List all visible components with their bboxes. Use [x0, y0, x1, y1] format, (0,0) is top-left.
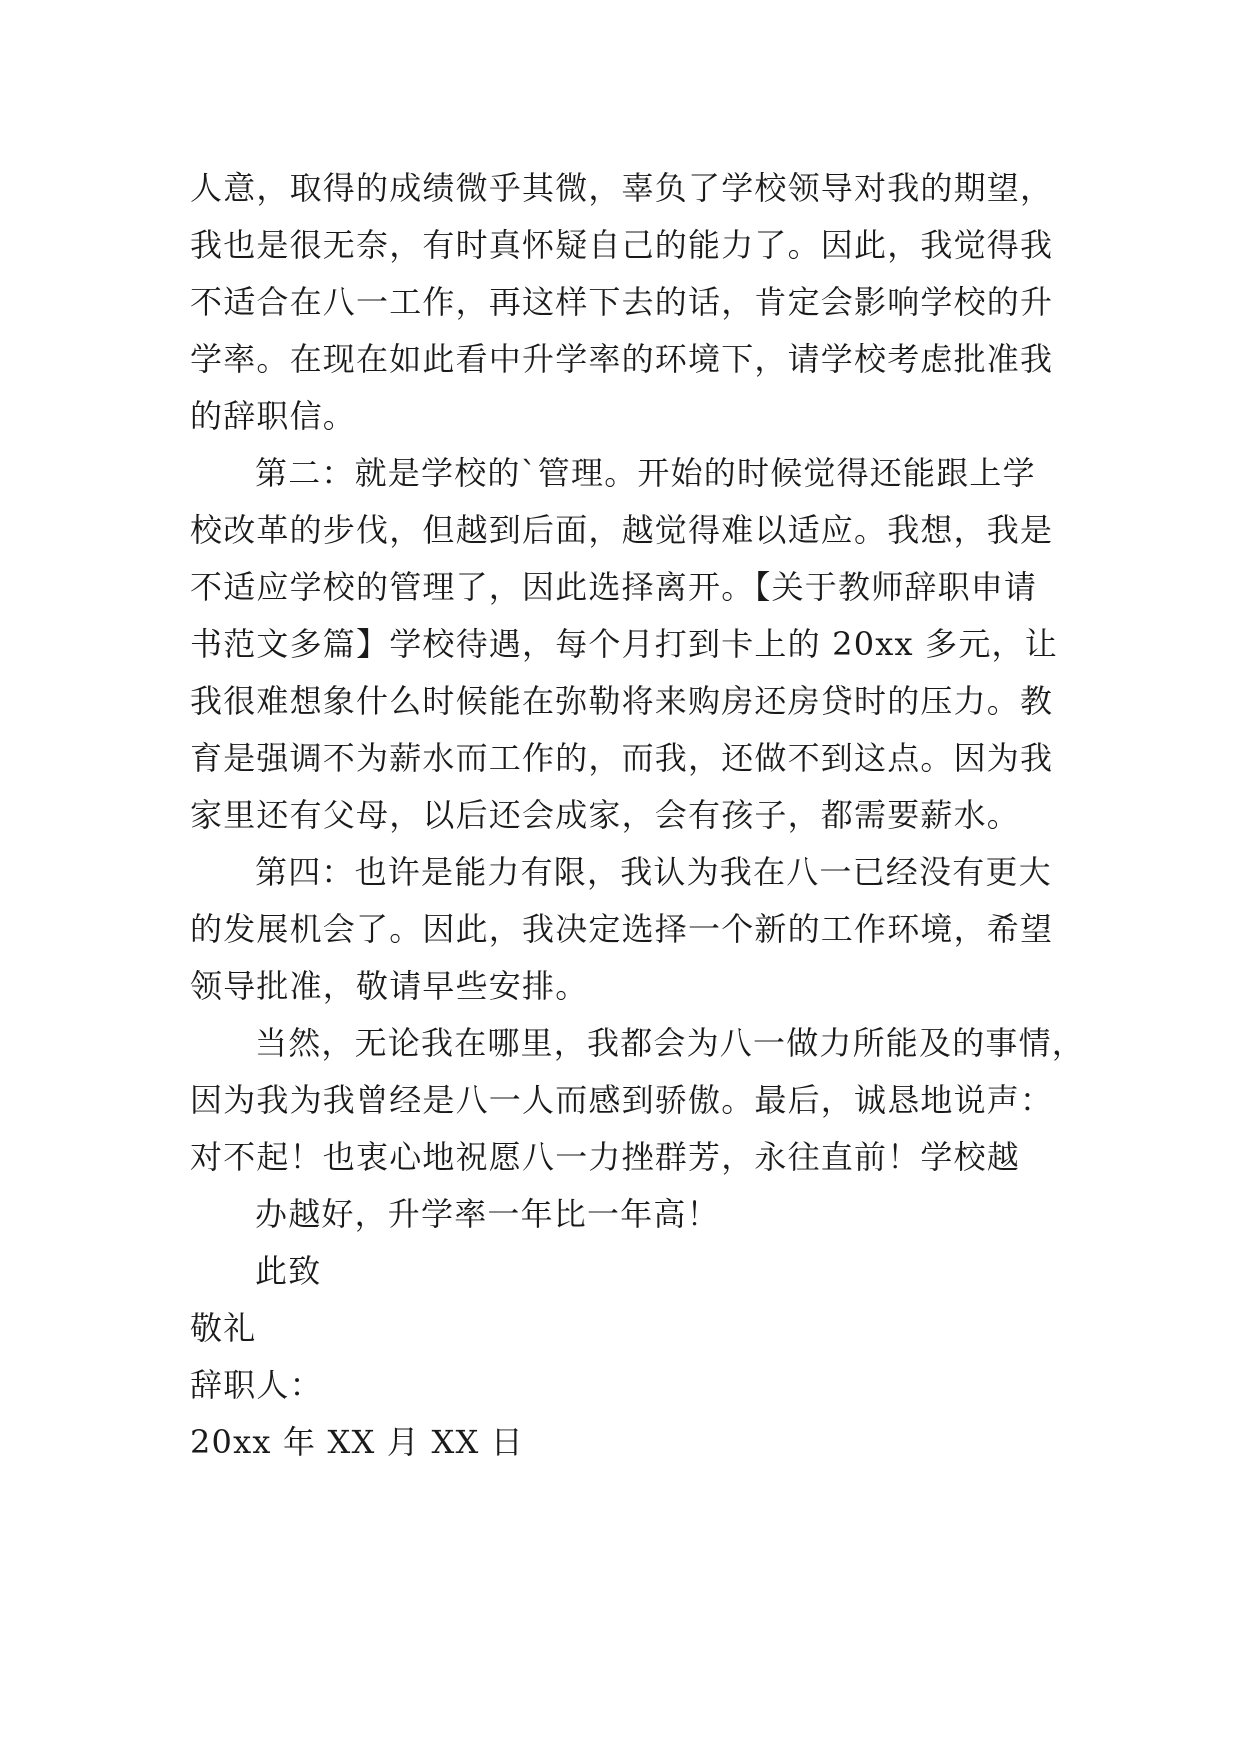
- body-line: 不适应学校的管理了，因此选择离开。【关于教师辞职申请: [190, 568, 1038, 606]
- body-line: 校改革的步伐，但越到后面，越觉得难以适应。我想，我是: [190, 511, 1054, 549]
- signature-label: 辞职人：: [190, 1366, 323, 1404]
- paragraph-fourth-reason: 第四：也许是能力有限，我认为我在八一已经没有更大: [255, 853, 1052, 891]
- salutation-regards: 敬礼: [190, 1309, 257, 1347]
- body-line: 办越好，升学率一年比一年高！: [255, 1195, 720, 1233]
- body-line: 对不起！也衷心地祝愿八一力挫群芳，永往直前！学校越: [190, 1138, 1021, 1176]
- body-line: 家里还有父母，以后还会成家，会有孩子，都需要薪水。: [190, 796, 1021, 834]
- body-line: 学率。在现在如此看中升学率的环境下，请学校考虑批准我: [190, 340, 1054, 378]
- body-line: 我也是很无奈，有时真怀疑自己的能力了。因此，我觉得我: [190, 226, 1054, 264]
- paragraph-second-reason: 第二：就是学校的`管理。开始的时候觉得还能跟上学: [255, 454, 1036, 492]
- body-line: 的辞职信。: [190, 397, 357, 435]
- body-line: 不适合在八一工作，再这样下去的话，肯定会影响学校的升: [190, 283, 1054, 321]
- signature-date: 20xx 年 XX 月 XX 日: [190, 1423, 524, 1461]
- body-line: 我很难想象什么时候能在弥勒将来购房还房贷时的压力。教: [190, 682, 1054, 720]
- body-line: 领导批准，敬请早些安排。: [190, 967, 589, 1005]
- body-line: 育是强调不为薪水而工作的，而我，还做不到这点。因为我: [190, 739, 1054, 777]
- paragraph-closing: 当然，无论我在哪里，我都会为八一做力所能及的事情，: [255, 1024, 1086, 1062]
- body-line: 因为我为我曾经是八一人而感到骄傲。最后，诚恳地说声：: [190, 1081, 1054, 1119]
- body-line: 人意，取得的成绩微乎其微，辜负了学校领导对我的期望，: [190, 169, 1054, 207]
- salutation-closing: 此致: [255, 1252, 322, 1290]
- body-line: 书范文多篇】学校待遇，每个月打到卡上的 20xx 多元，让: [190, 625, 1058, 663]
- body-line: 的发展机会了。因此，我决定选择一个新的工作环境，希望: [190, 910, 1054, 948]
